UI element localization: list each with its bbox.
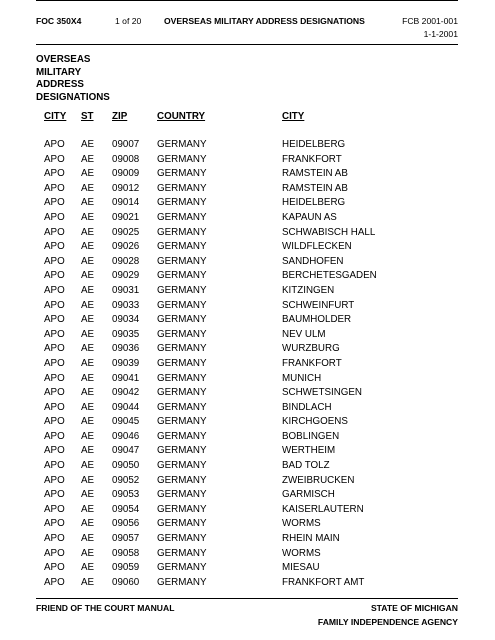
cell-country: GERMANY [157,270,207,282]
cell-location-city: BOBLINGEN [282,430,340,442]
cell-country: GERMANY [157,284,207,296]
cell-location-city: WORMS [282,518,321,530]
cell-country: GERMANY [157,182,207,194]
table-row [0,548,495,563]
cell-country: GERMANY [157,372,207,384]
cell-country: GERMANY [157,503,207,515]
cell-state: AE [81,328,95,340]
table-row [0,460,495,475]
cell-zip: 09060 [112,576,140,588]
table-row [0,139,495,154]
footer-agency: FAMILY INDEPENDENCE AGENCY [317,617,458,627]
cell-location-city: FRANKFORT [282,357,342,369]
cell-city: APO [44,357,65,369]
cell-location-city: BAD TOLZ [282,460,330,472]
cell-location-city: BINDLACH [282,401,332,413]
cell-zip: 09031 [112,284,140,296]
cell-location-city: ZWEIBRUCKEN [282,474,355,486]
cell-location-city: WERTHEIM [282,445,336,457]
cell-country: GERMANY [157,211,207,223]
table-row [0,343,495,358]
cell-state: AE [81,284,95,296]
table-row [0,562,495,577]
column-header-country: COUNTRY [157,111,206,122]
cell-location-city: SCHWETSINGEN [282,387,363,399]
header-rule [36,44,458,45]
table-row [0,387,495,402]
effective-date: 1-1-2001 [423,29,458,39]
cell-zip: 09053 [112,489,140,501]
cell-location-city: SCHWEINFURT [282,299,355,311]
cell-country: GERMANY [157,197,207,209]
cell-state: AE [81,445,95,457]
cell-state: AE [81,343,95,355]
cell-state: AE [81,255,95,267]
cell-location-city: KAPAUN AS [282,211,337,223]
cell-country: GERMANY [157,387,207,399]
cell-state: AE [81,270,95,282]
cell-city: APO [44,562,65,574]
table-row [0,197,495,212]
cell-city: APO [44,197,65,209]
cell-state: AE [81,139,95,150]
cell-city: APO [44,270,65,282]
cell-city: APO [44,153,65,165]
cell-country: GERMANY [157,357,207,369]
cell-state: AE [81,460,95,472]
cell-state: AE [81,197,95,209]
cell-location-city: KAISERLAUTERN [282,503,364,515]
cell-state: AE [81,226,95,238]
cell-state: AE [81,387,95,399]
cell-state: AE [81,430,95,442]
cell-location-city: MIESAU [282,562,320,574]
cell-zip: 09052 [112,474,140,486]
cell-location-city: RHEIN MAIN [282,533,340,545]
table-row [0,431,495,446]
cell-city: APO [44,372,65,384]
cell-city: APO [44,139,65,150]
cell-country: GERMANY [157,518,207,530]
cell-city: APO [44,255,65,267]
cell-country: GERMANY [157,255,207,267]
cell-location-city: KITZINGEN [282,284,335,296]
cell-city: APO [44,387,65,399]
section-title-line: DESIGNATIONS [36,92,110,104]
cell-zip: 09025 [112,226,140,238]
cell-state: AE [81,489,95,501]
cell-country: GERMANY [157,562,207,574]
cell-zip: 09058 [112,547,140,559]
cell-city: APO [44,445,65,457]
cell-city: APO [44,182,65,194]
cell-zip: 09039 [112,357,140,369]
cell-country: GERMANY [157,241,207,253]
cell-location-city: HEIDELBERG [282,197,346,209]
cell-state: AE [81,503,95,515]
cell-zip: 09046 [112,430,140,442]
table-row [0,358,495,373]
cell-city: APO [44,328,65,340]
column-header-location-city: CITY [282,111,305,122]
cell-location-city: MUNICH [282,372,322,384]
cell-city: APO [44,518,65,530]
cell-city: APO [44,241,65,253]
cell-state: AE [81,357,95,369]
cell-zip: 09042 [112,387,140,399]
cell-location-city: BAUMHOLDER [282,314,352,326]
cell-city: APO [44,547,65,559]
cell-state: AE [81,562,95,574]
table-row [0,227,495,242]
cell-state: AE [81,474,95,486]
cell-zip: 09056 [112,518,140,530]
cell-state: AE [81,168,95,180]
table-row [0,168,495,183]
table-row [0,300,495,315]
table-row [0,504,495,519]
cell-state: AE [81,576,95,588]
cell-city: APO [44,168,65,180]
cell-country: GERMANY [157,139,207,150]
cell-state: AE [81,533,95,545]
cell-zip: 09029 [112,270,140,282]
cell-zip: 09014 [112,197,140,209]
table-row [0,241,495,256]
table-row [0,212,495,227]
table-row [0,256,495,271]
cell-city: APO [44,460,65,472]
table-row [0,154,495,169]
cell-zip: 09044 [112,401,140,413]
cell-location-city: KIRCHGOENS [282,416,348,428]
cell-country: GERMANY [157,416,207,428]
cell-location-city: HEIDELBERG [282,139,346,150]
cell-country: GERMANY [157,533,207,545]
table-row [0,329,495,344]
footer-state: STATE OF MICHIGAN [370,603,458,613]
cell-zip: 09009 [112,168,140,180]
cell-location-city: WILDFLECKEN [282,241,352,253]
top-border [36,0,458,1]
cell-city: APO [44,576,65,588]
cell-location-city: SCHWABISCH HALL [282,226,376,238]
cell-state: AE [81,211,95,223]
table-row [0,183,495,198]
table-row [0,402,495,417]
section-title-line: OVERSEAS [36,54,91,65]
cell-zip: 09035 [112,328,140,340]
cell-state: AE [81,372,95,384]
cell-city: APO [44,503,65,515]
cell-zip: 09028 [112,255,140,267]
cell-city: APO [44,401,65,413]
cell-state: AE [81,299,95,311]
cell-location-city: RAMSTEIN AB [282,168,348,180]
cell-city: APO [44,211,65,223]
cell-location-city: FRANKFORT [282,153,342,165]
cell-state: AE [81,153,95,165]
cell-city: APO [44,474,65,486]
table-row [0,533,495,548]
cell-zip: 09054 [112,503,140,515]
cell-location-city: WURZBURG [282,343,340,355]
cell-zip: 09036 [112,343,140,355]
cell-location-city: BERCHETESGADEN [282,270,377,282]
cell-city: APO [44,314,65,326]
section-title [36,54,110,105]
cell-zip: 09057 [112,533,140,545]
cell-zip: 09007 [112,139,140,150]
table-row [0,489,495,504]
cell-zip: 09026 [112,241,140,253]
cell-country: GERMANY [157,299,207,311]
cell-location-city: NEV ULM [282,328,326,340]
cell-state: AE [81,314,95,326]
cell-city: APO [44,299,65,311]
cell-country: GERMANY [157,445,207,457]
table-row [0,373,495,388]
cell-country: GERMANY [157,474,207,486]
section-title-line: ADDRESS [36,79,84,91]
cell-country: GERMANY [157,168,207,180]
table-row [0,270,495,285]
cell-state: AE [81,401,95,413]
cell-country: GERMANY [157,343,207,355]
cell-zip: 09059 [112,562,140,574]
cell-state: AE [81,547,95,559]
cell-zip: 09045 [112,416,140,428]
table-row [0,475,495,490]
column-header-city: CITY [44,111,67,122]
cell-country: GERMANY [157,460,207,472]
page-number: 1 of 20 [115,16,142,26]
cell-zip: 09033 [112,299,140,311]
table-row [0,577,495,592]
cell-country: GERMANY [157,328,207,340]
cell-city: APO [44,284,65,296]
cell-state: AE [81,416,95,428]
cell-country: GERMANY [157,314,207,326]
cell-zip: 09047 [112,445,140,457]
table-row [0,445,495,460]
cell-zip: 09050 [112,460,140,472]
table-row [0,314,495,329]
footer-manual-name: FRIEND OF THE COURT MANUAL [36,603,175,613]
cell-city: APO [44,489,65,501]
cell-state: AE [81,518,95,530]
cell-country: GERMANY [157,576,207,588]
cell-country: GERMANY [157,226,207,238]
cell-zip: 09041 [112,372,140,384]
cell-country: GERMANY [157,547,207,559]
cell-location-city: RAMSTEIN AB [282,182,348,194]
cell-location-city: GARMISCH [282,489,335,501]
address-table [0,139,495,591]
cell-country: GERMANY [157,153,207,165]
cell-location-city: SANDHOFEN [282,255,344,267]
cell-country: GERMANY [157,401,207,413]
cell-country: GERMANY [157,430,207,442]
cell-zip: 09012 [112,182,140,194]
cell-location-city: WORMS [282,547,321,559]
cell-city: APO [44,430,65,442]
table-row [0,518,495,533]
cell-city: APO [44,416,65,428]
cell-state: AE [81,182,95,194]
cell-zip: 09008 [112,153,140,165]
document-title: OVERSEAS MILITARY ADDRESS DESIGNATIONS [164,16,365,26]
table-row [0,285,495,300]
cell-city: APO [44,343,65,355]
footer-rule [36,598,458,599]
doc-code: FOC 350X4 [36,16,82,26]
table-row [0,416,495,431]
cell-state: AE [81,241,95,253]
cell-country: GERMANY [157,489,207,501]
cell-city: APO [44,226,65,238]
cell-location-city: FRANKFORT AMT [282,576,365,588]
cell-city: APO [44,533,65,545]
column-header-zip: ZIP [112,111,128,122]
cell-zip: 09021 [112,211,140,223]
column-header-state: ST [81,111,94,122]
fcb-number: FCB 2001-001 [402,16,458,26]
cell-zip: 09034 [112,314,140,326]
section-title-line: MILITARY [36,66,82,78]
